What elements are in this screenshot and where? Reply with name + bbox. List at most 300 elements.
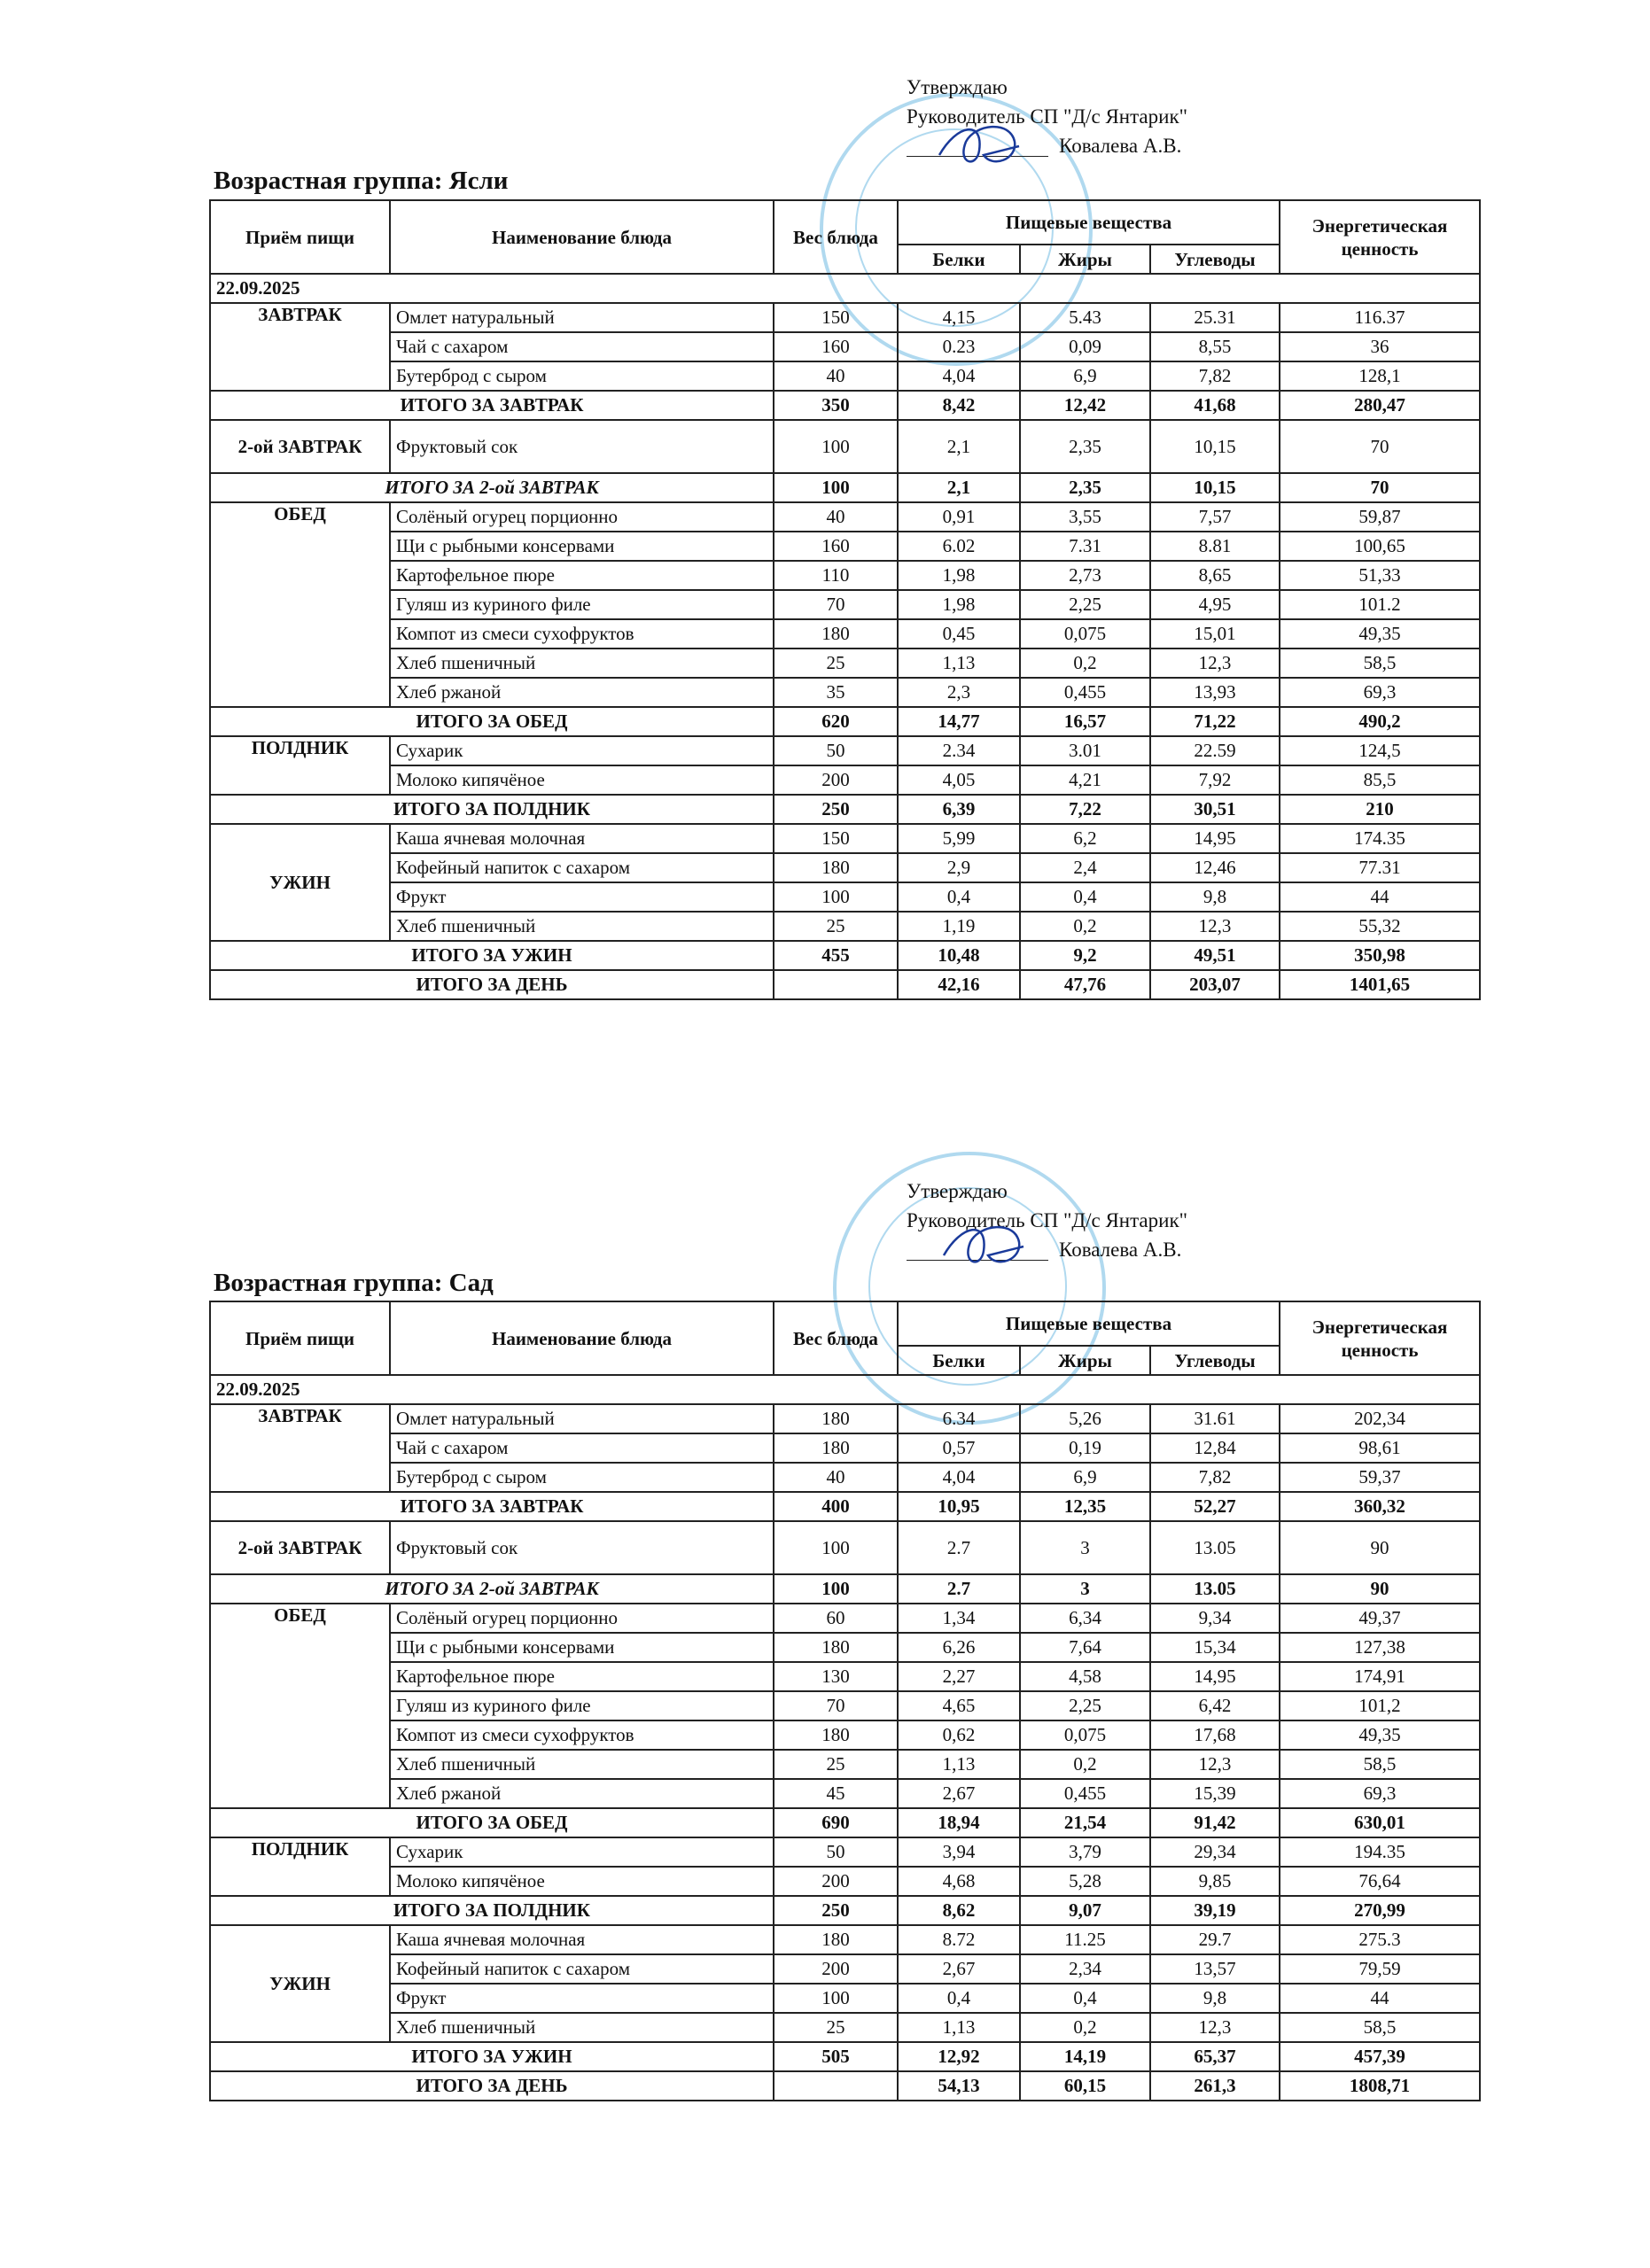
day-total-weight — [774, 2071, 898, 2101]
dish-proteins: 4,04 — [898, 361, 1020, 391]
table-row — [210, 1867, 1480, 1896]
dish-name: Хлеб ржаной — [390, 678, 774, 707]
menu-table-kindergarten — [209, 1301, 1481, 2101]
table-row — [210, 1433, 1480, 1463]
dish-energy: 58,5 — [1280, 1750, 1480, 1779]
dish-name: Омлет натуральный — [390, 1404, 774, 1433]
dish-name: Щи с рыбными консервами — [390, 532, 774, 561]
dish-name: Молоко кипячёное — [390, 1867, 774, 1896]
total-label: ИТОГО ЗА УЖИН — [210, 2042, 774, 2071]
dish-proteins: 2,1 — [898, 420, 1020, 473]
dish-energy: 44 — [1280, 882, 1480, 912]
header-proteins: Белки — [898, 245, 1020, 274]
dish-carbs: 8,65 — [1150, 561, 1280, 590]
total-label: ИТОГО ЗА 2-ой ЗАВТРАК — [210, 473, 774, 502]
table-row — [210, 1604, 1480, 1633]
dish-weight: 110 — [774, 561, 898, 590]
table-row — [210, 303, 1480, 332]
dish-fats: 3.01 — [1020, 736, 1150, 765]
total-weight: 100 — [774, 473, 898, 502]
total-weight: 400 — [774, 1492, 898, 1521]
total-proteins: 10,48 — [898, 941, 1020, 970]
dish-energy: 51,33 — [1280, 561, 1480, 590]
total-weight: 505 — [774, 2042, 898, 2071]
dish-weight: 160 — [774, 532, 898, 561]
table-row — [210, 532, 1480, 561]
dish-fats: 2,25 — [1020, 590, 1150, 619]
dish-carbs: 31.61 — [1150, 1404, 1280, 1433]
dish-weight: 160 — [774, 332, 898, 361]
table-row — [210, 1925, 1480, 1954]
menu-date: 22.09.2025 — [210, 274, 1480, 303]
total-energy: 280,47 — [1280, 391, 1480, 420]
dish-name: Чай с сахаром — [390, 332, 774, 361]
table-row — [210, 420, 1480, 473]
dish-weight: 50 — [774, 736, 898, 765]
total-label: ИТОГО ЗА 2-ой ЗАВТРАК — [210, 1574, 774, 1604]
dish-weight: 25 — [774, 2013, 898, 2042]
approval-line-1: Утверждаю — [907, 76, 1008, 98]
day-total-carbs: 203,07 — [1150, 970, 1280, 999]
table-row — [210, 1720, 1480, 1750]
table-row — [210, 619, 1480, 649]
table-row — [210, 1750, 1480, 1779]
dish-fats: 0,455 — [1020, 1779, 1150, 1808]
handwritten-signature — [930, 115, 1037, 177]
dish-name: Омлет натуральный — [390, 303, 774, 332]
dish-weight: 180 — [774, 1720, 898, 1750]
dish-name: Каша ячневая молочная — [390, 1925, 774, 1954]
dish-carbs: 6,42 — [1150, 1691, 1280, 1720]
dish-weight: 200 — [774, 1867, 898, 1896]
dish-proteins: 1,13 — [898, 1750, 1020, 1779]
header-dish: Наименование блюда — [390, 1301, 774, 1375]
dish-carbs: 9,8 — [1150, 1984, 1280, 2013]
dish-carbs: 8.81 — [1150, 532, 1280, 561]
dish-weight: 45 — [774, 1779, 898, 1808]
dish-weight: 100 — [774, 420, 898, 473]
header-weight: Вес блюда — [774, 200, 898, 274]
table-row — [210, 912, 1480, 941]
header-meal: Приём пищи — [210, 200, 390, 274]
total-energy: 270,99 — [1280, 1896, 1480, 1925]
dish-fats: 7.31 — [1020, 532, 1150, 561]
dish-fats: 5,26 — [1020, 1404, 1150, 1433]
total-fats: 7,22 — [1020, 795, 1150, 824]
total-weight: 350 — [774, 391, 898, 420]
total-weight: 100 — [774, 1574, 898, 1604]
dish-fats: 0,2 — [1020, 1750, 1150, 1779]
header-nutrients: Пищевые вещества — [898, 1301, 1280, 1346]
dish-proteins: 6.02 — [898, 532, 1020, 561]
total-proteins: 10,95 — [898, 1492, 1020, 1521]
meal-name: УЖИН — [210, 824, 390, 941]
total-proteins: 8,62 — [898, 1896, 1020, 1925]
dish-proteins: 0,62 — [898, 1720, 1020, 1750]
total-label: ИТОГО ЗА ОБЕД — [210, 707, 774, 736]
dish-carbs: 14,95 — [1150, 824, 1280, 853]
dish-weight: 60 — [774, 1604, 898, 1633]
dish-fats: 4,58 — [1020, 1662, 1150, 1691]
dish-proteins: 1,13 — [898, 649, 1020, 678]
total-row — [210, 1808, 1480, 1837]
dish-carbs: 9,85 — [1150, 1867, 1280, 1896]
dish-energy: 44 — [1280, 1984, 1480, 2013]
header-nutrients: Пищевые вещества — [898, 200, 1280, 245]
dish-proteins: 2.34 — [898, 736, 1020, 765]
dish-name: Бутерброд с сыром — [390, 361, 774, 391]
table-row — [210, 1404, 1480, 1433]
dish-weight: 180 — [774, 619, 898, 649]
dish-energy: 79,59 — [1280, 1954, 1480, 1984]
total-row — [210, 1896, 1480, 1925]
header-carbs: Углеводы — [1150, 245, 1280, 274]
table-row — [210, 361, 1480, 391]
dish-fats: 0,075 — [1020, 1720, 1150, 1750]
day-total-row — [210, 970, 1480, 999]
total-label: ИТОГО ЗА ОБЕД — [210, 1808, 774, 1837]
approval-line-2: Руководитель СП "Д/с Янтарик" — [907, 1209, 1188, 1231]
dish-carbs: 15,39 — [1150, 1779, 1280, 1808]
dish-fats: 6,34 — [1020, 1604, 1150, 1633]
dish-energy: 275.3 — [1280, 1925, 1480, 1954]
dish-energy: 174,91 — [1280, 1662, 1480, 1691]
table-row — [210, 678, 1480, 707]
dish-proteins: 4,65 — [898, 1691, 1020, 1720]
dish-proteins: 0,4 — [898, 882, 1020, 912]
dish-carbs: 15,34 — [1150, 1633, 1280, 1662]
dish-proteins: 1,98 — [898, 561, 1020, 590]
day-total-label: ИТОГО ЗА ДЕНЬ — [210, 970, 774, 999]
dish-name: Молоко кипячёное — [390, 765, 774, 795]
total-weight: 250 — [774, 795, 898, 824]
table-row — [210, 1779, 1480, 1808]
dish-proteins: 0,45 — [898, 619, 1020, 649]
dish-energy: 116.37 — [1280, 303, 1480, 332]
dish-carbs: 8,55 — [1150, 332, 1280, 361]
dish-energy: 55,32 — [1280, 912, 1480, 941]
header-energy: Энергетическая ценность — [1280, 200, 1480, 274]
total-carbs: 39,19 — [1150, 1896, 1280, 1925]
day-total-proteins: 54,13 — [898, 2071, 1020, 2101]
dish-weight: 200 — [774, 765, 898, 795]
dish-proteins: 2.7 — [898, 1521, 1020, 1574]
total-label: ИТОГО ЗА ЗАВТРАК — [210, 391, 774, 420]
dish-energy: 100,65 — [1280, 532, 1480, 561]
total-proteins: 12,92 — [898, 2042, 1020, 2071]
dish-fats: 2,73 — [1020, 561, 1150, 590]
dish-fats: 0,2 — [1020, 2013, 1150, 2042]
dish-carbs: 13,57 — [1150, 1954, 1280, 1984]
total-carbs: 30,51 — [1150, 795, 1280, 824]
dish-carbs: 7,82 — [1150, 361, 1280, 391]
meal-name: 2-ой ЗАВТРАК — [210, 420, 390, 473]
total-row — [210, 1574, 1480, 1604]
table-row — [210, 1984, 1480, 2013]
dish-weight: 40 — [774, 502, 898, 532]
dish-weight: 150 — [774, 303, 898, 332]
approval-line-3: Ковалева А.В. — [1059, 135, 1182, 157]
header-weight: Вес блюда — [774, 1301, 898, 1375]
total-carbs: 52,27 — [1150, 1492, 1280, 1521]
dish-fats: 0,075 — [1020, 619, 1150, 649]
dish-name: Сухарик — [390, 1837, 774, 1867]
dish-fats: 5,28 — [1020, 1867, 1150, 1896]
handwritten-signature — [935, 1216, 1041, 1278]
table-row — [210, 736, 1480, 765]
total-energy: 210 — [1280, 795, 1480, 824]
dish-carbs: 29.7 — [1150, 1925, 1280, 1954]
dish-carbs: 29,34 — [1150, 1837, 1280, 1867]
meal-name: ЗАВТРАК — [210, 303, 390, 391]
dish-energy: 90 — [1280, 1521, 1480, 1574]
dish-carbs: 4,95 — [1150, 590, 1280, 619]
header-fats: Жиры — [1020, 1346, 1150, 1375]
age-group-title: Возрастная группа: Ясли — [214, 167, 509, 195]
dish-proteins: 1,19 — [898, 912, 1020, 941]
day-total-label: ИТОГО ЗА ДЕНЬ — [210, 2071, 774, 2101]
header-carbs: Углеводы — [1150, 1346, 1280, 1375]
header-meal: Приём пищи — [210, 1301, 390, 1375]
dish-proteins: 2,3 — [898, 678, 1020, 707]
dish-fats: 0,09 — [1020, 332, 1150, 361]
dish-weight: 130 — [774, 1662, 898, 1691]
total-fats: 16,57 — [1020, 707, 1150, 736]
dish-proteins: 8.72 — [898, 1925, 1020, 1954]
dish-weight: 100 — [774, 1521, 898, 1574]
dish-energy: 69,3 — [1280, 1779, 1480, 1808]
dish-energy: 98,61 — [1280, 1433, 1480, 1463]
day-total-row — [210, 2071, 1480, 2101]
dish-weight: 180 — [774, 1925, 898, 1954]
day-total-fats: 47,76 — [1020, 970, 1150, 999]
total-row — [210, 941, 1480, 970]
dish-weight: 70 — [774, 1691, 898, 1720]
total-weight: 690 — [774, 1808, 898, 1837]
dish-energy: 174.35 — [1280, 824, 1480, 853]
dish-name: Компот из смеси сухофруктов — [390, 619, 774, 649]
meal-name: УЖИН — [210, 1925, 390, 2042]
dish-name: Хлеб пшеничный — [390, 649, 774, 678]
dish-carbs: 15,01 — [1150, 619, 1280, 649]
dish-name: Хлеб пшеничный — [390, 912, 774, 941]
dish-fats: 4,21 — [1020, 765, 1150, 795]
dish-fats: 0,2 — [1020, 649, 1150, 678]
dish-fats: 2,34 — [1020, 1954, 1150, 1984]
dish-weight: 50 — [774, 1837, 898, 1867]
day-total-carbs: 261,3 — [1150, 2071, 1280, 2101]
dish-fats: 2,35 — [1020, 420, 1150, 473]
dish-name: Щи с рыбными консервами — [390, 1633, 774, 1662]
total-fats: 9,07 — [1020, 1896, 1150, 1925]
approval-line-2: Руководитель СП "Д/с Янтарик" — [907, 105, 1188, 128]
total-carbs: 91,42 — [1150, 1808, 1280, 1837]
total-carbs: 41,68 — [1150, 391, 1280, 420]
total-carbs: 13.05 — [1150, 1574, 1280, 1604]
dish-weight: 70 — [774, 590, 898, 619]
day-total-energy: 1808,71 — [1280, 2071, 1480, 2101]
dish-proteins: 2,67 — [898, 1779, 1020, 1808]
meal-name: ЗАВТРАК — [210, 1404, 390, 1492]
dish-proteins: 2,27 — [898, 1662, 1020, 1691]
total-row — [210, 2042, 1480, 2071]
dish-name: Чай с сахаром — [390, 1433, 774, 1463]
dish-name: Кофейный напиток с сахаром — [390, 853, 774, 882]
meal-name: ПОЛДНИК — [210, 736, 390, 795]
table-row — [210, 1837, 1480, 1867]
dish-weight: 40 — [774, 361, 898, 391]
total-row — [210, 473, 1480, 502]
dish-proteins: 4,04 — [898, 1463, 1020, 1492]
dish-carbs: 12,3 — [1150, 912, 1280, 941]
dish-carbs: 7,57 — [1150, 502, 1280, 532]
total-proteins: 18,94 — [898, 1808, 1020, 1837]
dish-proteins: 1,13 — [898, 2013, 1020, 2042]
dish-energy: 101,2 — [1280, 1691, 1480, 1720]
dish-carbs: 12,3 — [1150, 2013, 1280, 2042]
dish-carbs: 7,82 — [1150, 1463, 1280, 1492]
header-energy: Энергетическая ценность — [1280, 1301, 1480, 1375]
dish-name: Фруктовый сок — [390, 420, 774, 473]
dish-fats: 2,25 — [1020, 1691, 1150, 1720]
table-row — [210, 1691, 1480, 1720]
dish-weight: 25 — [774, 1750, 898, 1779]
dish-energy: 58,5 — [1280, 649, 1480, 678]
table-row — [210, 502, 1480, 532]
meal-name: ПОЛДНИК — [210, 1837, 390, 1896]
dish-energy: 124,5 — [1280, 736, 1480, 765]
total-proteins: 8,42 — [898, 391, 1020, 420]
dish-energy: 49,35 — [1280, 619, 1480, 649]
total-energy: 350,98 — [1280, 941, 1480, 970]
dish-name: Фрукт — [390, 882, 774, 912]
total-energy: 457,39 — [1280, 2042, 1480, 2071]
dish-energy: 58,5 — [1280, 2013, 1480, 2042]
table-row — [210, 590, 1480, 619]
dish-name: Фрукт — [390, 1984, 774, 2013]
dish-proteins: 0,4 — [898, 1984, 1020, 2013]
dish-name: Хлеб пшеничный — [390, 1750, 774, 1779]
total-fats: 21,54 — [1020, 1808, 1150, 1837]
dish-carbs: 12,3 — [1150, 1750, 1280, 1779]
dish-fats: 0,455 — [1020, 678, 1150, 707]
dish-fats: 6,9 — [1020, 1463, 1150, 1492]
dish-weight: 180 — [774, 1404, 898, 1433]
dish-weight: 200 — [774, 1954, 898, 1984]
dish-energy: 101.2 — [1280, 590, 1480, 619]
dish-weight: 25 — [774, 912, 898, 941]
dish-fats: 2,4 — [1020, 853, 1150, 882]
dish-energy: 202,34 — [1280, 1404, 1480, 1433]
dish-fats: 7,64 — [1020, 1633, 1150, 1662]
dish-name: Фруктовый сок — [390, 1521, 774, 1574]
day-total-proteins: 42,16 — [898, 970, 1020, 999]
total-fats: 12,42 — [1020, 391, 1150, 420]
total-carbs: 49,51 — [1150, 941, 1280, 970]
dish-proteins: 5,99 — [898, 824, 1020, 853]
total-label: ИТОГО ЗА ПОЛДНИК — [210, 795, 774, 824]
header-proteins: Белки — [898, 1346, 1020, 1375]
dish-proteins: 6.34 — [898, 1404, 1020, 1433]
dish-fats: 0,4 — [1020, 1984, 1150, 2013]
dish-fats: 0,2 — [1020, 912, 1150, 941]
day-total-fats: 60,15 — [1020, 2071, 1150, 2101]
dish-proteins: 4,15 — [898, 303, 1020, 332]
dish-name: Компот из смеси сухофруктов — [390, 1720, 774, 1750]
age-group-title: Возрастная группа: Сад — [214, 1269, 494, 1297]
dish-energy: 59,87 — [1280, 502, 1480, 532]
total-weight: 620 — [774, 707, 898, 736]
table-row — [210, 649, 1480, 678]
total-fats: 3 — [1020, 1574, 1150, 1604]
table-row — [210, 332, 1480, 361]
dish-name: Сухарик — [390, 736, 774, 765]
dish-weight: 35 — [774, 678, 898, 707]
dish-carbs: 13.05 — [1150, 1521, 1280, 1574]
dish-weight: 180 — [774, 1633, 898, 1662]
table-row — [210, 882, 1480, 912]
dish-energy: 49,37 — [1280, 1604, 1480, 1633]
dish-name: Хлеб пшеничный — [390, 2013, 774, 2042]
dish-proteins: 4,68 — [898, 1867, 1020, 1896]
table-row — [210, 1463, 1480, 1492]
dish-fats: 0,4 — [1020, 882, 1150, 912]
dish-weight: 25 — [774, 649, 898, 678]
dish-fats: 11.25 — [1020, 1925, 1150, 1954]
dish-weight: 150 — [774, 824, 898, 853]
dish-proteins: 4,05 — [898, 765, 1020, 795]
total-energy: 90 — [1280, 1574, 1480, 1604]
dish-energy: 77.31 — [1280, 853, 1480, 882]
total-weight: 250 — [774, 1896, 898, 1925]
dish-fats: 0,19 — [1020, 1433, 1150, 1463]
dish-proteins: 0.23 — [898, 332, 1020, 361]
dish-name: Гуляш из куриного филе — [390, 590, 774, 619]
table-row — [210, 765, 1480, 795]
dish-proteins: 0,57 — [898, 1433, 1020, 1463]
table-row — [210, 1954, 1480, 1984]
header-fats: Жиры — [1020, 245, 1150, 274]
dish-proteins: 1,34 — [898, 1604, 1020, 1633]
dish-fats: 6,9 — [1020, 361, 1150, 391]
dish-energy: 128,1 — [1280, 361, 1480, 391]
dish-energy: 127,38 — [1280, 1633, 1480, 1662]
total-proteins: 14,77 — [898, 707, 1020, 736]
dish-fats: 3,55 — [1020, 502, 1150, 532]
dish-name: Картофельное пюре — [390, 1662, 774, 1691]
table-row — [210, 1521, 1480, 1574]
dish-fats: 3,79 — [1020, 1837, 1150, 1867]
dish-proteins: 2,67 — [898, 1954, 1020, 1984]
total-label: ИТОГО ЗА ЗАВТРАК — [210, 1492, 774, 1521]
dish-proteins: 0,91 — [898, 502, 1020, 532]
total-energy: 70 — [1280, 473, 1480, 502]
dish-name: Хлеб ржаной — [390, 1779, 774, 1808]
dish-energy: 85,5 — [1280, 765, 1480, 795]
total-energy: 490,2 — [1280, 707, 1480, 736]
dish-weight: 100 — [774, 882, 898, 912]
dish-energy: 70 — [1280, 420, 1480, 473]
dish-fats: 3 — [1020, 1521, 1150, 1574]
total-proteins: 2.7 — [898, 1574, 1020, 1604]
menu-table-nursery — [209, 199, 1481, 1000]
dish-carbs: 13,93 — [1150, 678, 1280, 707]
total-label: ИТОГО ЗА ПОЛДНИК — [210, 1896, 774, 1925]
dish-weight: 180 — [774, 1433, 898, 1463]
dish-energy: 59,37 — [1280, 1463, 1480, 1492]
meal-name: ОБЕД — [210, 502, 390, 707]
dish-carbs: 12,84 — [1150, 1433, 1280, 1463]
